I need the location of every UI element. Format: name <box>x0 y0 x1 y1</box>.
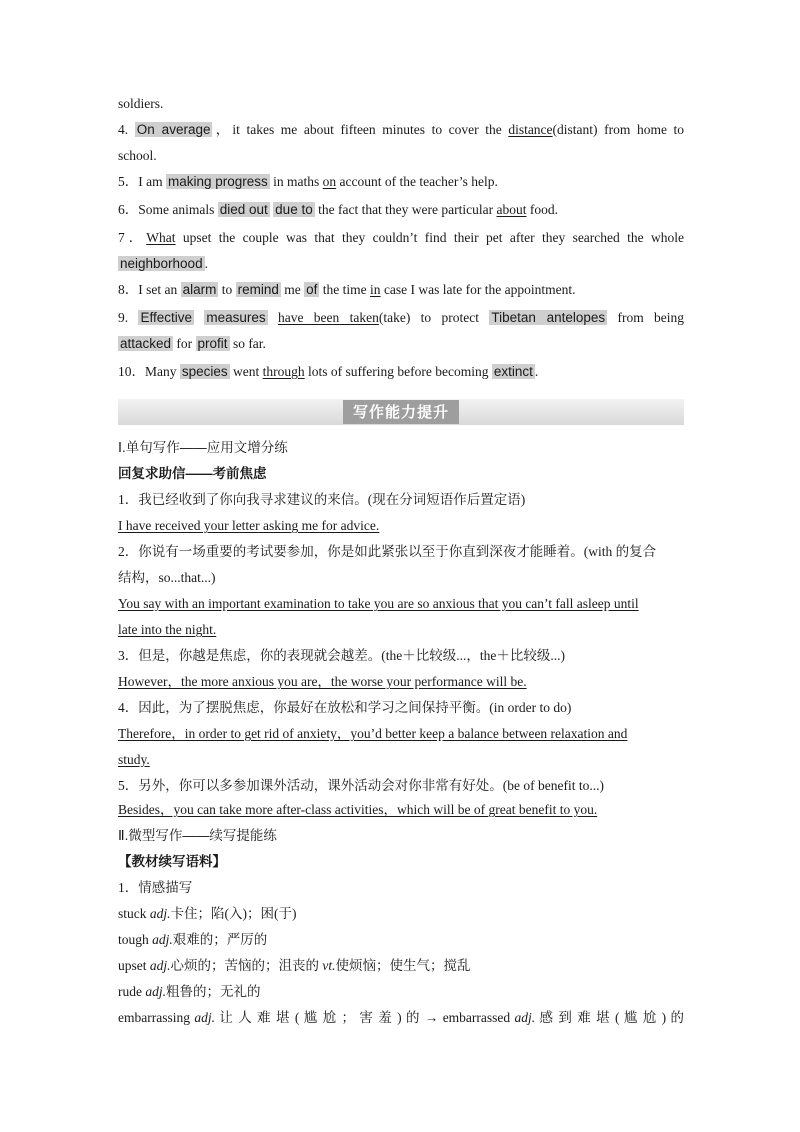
question-4-cont <box>118 146 684 166</box>
question-8 <box>118 280 684 300</box>
answer-highlight: profit <box>197 336 228 351</box>
part-of-speech: vt. <box>322 958 336 973</box>
s1-a2: You say with an important examination to take you are so anxious that you can’t fall asleep until <box>118 596 639 611</box>
answer-underline: distance <box>508 122 553 137</box>
s1-q4: 4．因此，为了摆脱焦虑，你最好在放松和学习之间保持平衡。(in order to do) <box>118 700 572 715</box>
vocab-word: embarrassing <box>118 1010 190 1025</box>
section2-material-label: 【教材续写语料】 <box>118 854 226 869</box>
answer-highlight: making progress <box>168 174 268 189</box>
s1-q5: 5．另外，你可以多参加课外活动，课外活动会对你非常有好处。(be of benefit to...) <box>118 778 604 793</box>
section2-heading: Ⅱ.微型写作——续写提能练 <box>118 828 277 843</box>
text: (distant) from home to <box>552 122 685 137</box>
vocab-entry <box>118 930 684 950</box>
question-7 <box>118 228 684 248</box>
question-number: 5．I am <box>118 174 163 189</box>
text: lots of suffering before becoming <box>308 364 489 379</box>
text: account of the teacher’s help. <box>339 174 498 189</box>
text: . <box>534 364 539 379</box>
text: from being <box>617 310 685 325</box>
question-10 <box>118 362 684 382</box>
s1-q2: 2．你说有一场重要的考试要参加，你是如此紧张以至于你直到深夜才能睡着。(with 的复合 <box>118 544 657 559</box>
text: me <box>284 282 301 297</box>
text: ，it takes me about fifteen minutes to cover the <box>212 122 502 137</box>
answer-highlight: extinct <box>493 364 533 379</box>
question-number: 6．Some animals <box>118 202 215 217</box>
part-of-speech: adj. <box>149 906 171 921</box>
part-of-speech: adj. <box>194 1010 215 1025</box>
s1-q1: 1．我已经收到了你向我寻求建议的来信。(现在分词短语作后置定语) <box>118 492 526 507</box>
text: to <box>221 282 233 297</box>
text: the fact that they were particular <box>318 202 494 217</box>
s1-q2-cont: 结构，so...that...) <box>118 570 216 585</box>
answer-underline: have been taken <box>277 310 379 325</box>
answer-highlight: remind <box>237 282 279 297</box>
fill-line-continuation <box>118 94 684 114</box>
text: upset the couple was that they couldn’t find their pet after they searched the whole <box>182 230 685 245</box>
section2-category: 1．情感描写 <box>118 880 193 895</box>
text: the time <box>322 282 367 297</box>
definition: 使烦恼；使生气；搅乱 <box>335 958 471 973</box>
s1-a3: However，the more anxious you are，the worse your performance will be. <box>118 674 527 689</box>
section1-heading: Ⅰ.单句写作——应用文增分练 <box>118 440 288 455</box>
answer-highlight: attacked <box>120 336 172 351</box>
vocab-word: upset <box>118 958 147 973</box>
answer-highlight: Tibetan antelopes <box>491 310 606 325</box>
question-number: 10．Many <box>118 364 177 379</box>
answer-highlight: died out <box>219 202 268 217</box>
answer-underline: through <box>262 364 305 379</box>
answer-underline: in <box>370 282 381 297</box>
s1-a5: Besides，you can take more after-class activities，which will be of great benefit to you. <box>118 802 598 817</box>
definition: 粗鲁的；无礼的 <box>166 984 261 999</box>
text: in maths <box>273 174 320 189</box>
question-number: 7． <box>118 230 147 245</box>
definition: 艰难的；严厉的 <box>172 932 268 947</box>
banner-title: 写作能力提升 <box>343 400 459 424</box>
question-number: 9. <box>118 310 129 325</box>
answer-highlight: of <box>306 282 318 297</box>
text: food. <box>529 202 559 217</box>
text: case I was late for the appointment. <box>383 282 576 297</box>
part-of-speech: adj. <box>514 1010 536 1025</box>
text: went <box>233 364 260 379</box>
part-of-speech: adj. <box>145 984 167 999</box>
question-9-cont <box>118 334 684 354</box>
section-banner <box>118 399 684 425</box>
question-number: 8．I set an <box>118 282 178 297</box>
answer-highlight: species <box>181 364 228 379</box>
s1-a4: Therefore，in order to get rid of anxiety，you’d better keep a balance between relaxation and <box>118 726 628 741</box>
vocab-entry <box>118 982 684 1002</box>
vocab-word: stuck <box>118 906 147 921</box>
text: for <box>176 336 193 351</box>
vocab-word: rude <box>118 984 142 999</box>
answer-highlight: On average <box>136 122 211 137</box>
answer-highlight: Effective <box>140 310 192 325</box>
s1-a2-cont: late into the night. <box>118 622 217 637</box>
answer-highlight: neighborhood <box>120 256 203 271</box>
answer-highlight: alarm <box>182 282 217 297</box>
part-of-speech: adj. <box>149 958 171 973</box>
text: school. <box>118 148 157 163</box>
answer-highlight: measures <box>206 310 266 325</box>
text: (take) to protect <box>378 310 479 325</box>
s1-a1: I have received your letter asking me for advice. <box>118 518 380 533</box>
answer-underline: What <box>146 230 176 245</box>
section1-subheading: 回复求助信——考前焦虑 <box>118 466 267 481</box>
vocab-word: tough <box>118 932 149 947</box>
vocab-word: embarrassed <box>442 1010 511 1025</box>
s1-a4-cont: study. <box>118 752 150 767</box>
definition: 心烦的；苦恼的；沮丧的 <box>170 958 320 973</box>
text: . <box>204 256 208 271</box>
question-5 <box>118 172 684 192</box>
vocab-entry <box>118 904 684 924</box>
definition: 让 人 难 堪 ( 尴 尬 ； 害 羞 ) 的 → <box>219 1010 439 1025</box>
answer-underline: about <box>496 202 527 217</box>
question-7-cont <box>118 254 684 274</box>
question-4 <box>118 120 684 140</box>
text: so far. <box>232 336 266 351</box>
definition: 感 到 难 堪 ( 尴 尬 ) 的 <box>539 1010 684 1025</box>
definition: 卡住；陷(入)；困(于) <box>170 906 297 921</box>
answer-highlight: due to <box>275 202 313 217</box>
part-of-speech: adj. <box>152 932 173 947</box>
text: soldiers. <box>118 96 164 111</box>
vocab-entry <box>118 1008 684 1028</box>
answer-underline: on <box>322 174 337 189</box>
s1-q3: 3．但是，你越是焦虑，你的表现就会越差。(the＋比较级...，the＋比较级...) <box>118 648 565 663</box>
question-6 <box>118 200 684 220</box>
question-9 <box>118 308 684 328</box>
vocab-entry <box>118 956 684 976</box>
question-number: 4. <box>118 122 129 137</box>
